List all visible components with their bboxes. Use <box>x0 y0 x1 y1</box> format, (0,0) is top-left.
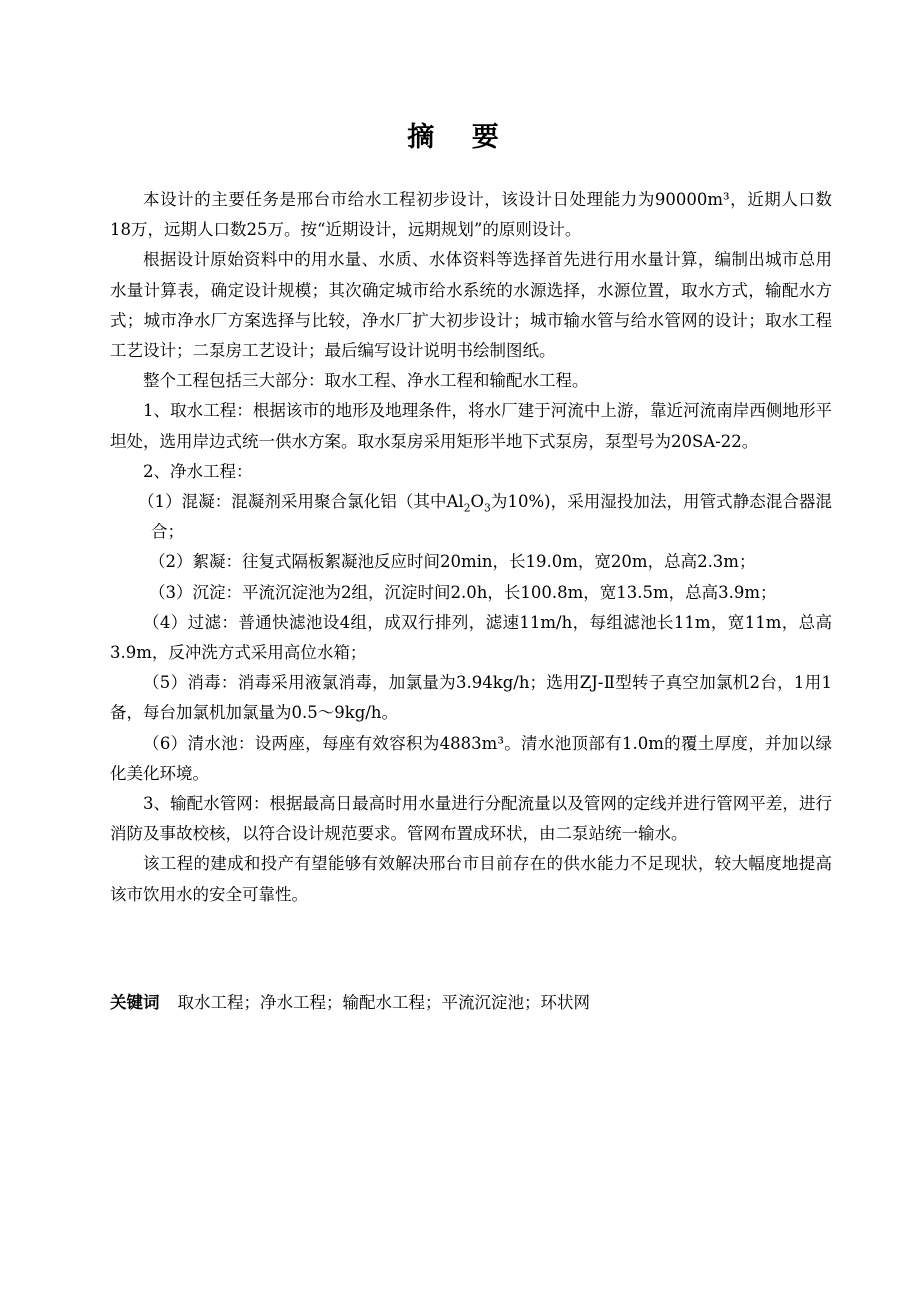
subscript-3: 3 <box>484 501 491 515</box>
subscript-2: 2 <box>463 501 471 515</box>
coagulation-text-b: O <box>470 492 485 512</box>
coagulation-text-a: （1）混凝：混凝剂采用聚合氯化铝（其中Al <box>138 492 464 512</box>
keywords-line <box>110 988 832 1018</box>
paragraph-treatment-heading: 2、净水工程： <box>143 461 253 481</box>
abstract-body <box>110 185 832 910</box>
paragraph-design-basis: 根据设计原始资料中的用水量、水质、水体资料等选择首先进行用水量计算，编制出城市总用水量计算表，确定设计规模；其次确定城市给水系统的水源选择，水源位置，取水方式，输配水方式；城市净水厂方案选择与比较，净水厂扩大初步设计；城市输水管与给水管网的设计；取水工程工艺设计；二泵房工艺设计；最后编写设计说明书绘制图纸。 <box>110 250 832 361</box>
page-title: 摘 要 <box>407 122 513 153</box>
paragraph-network: 3、输配水管网：根据最高日最高时用水量进行分配流量以及管网的定线并进行管网平差，进行消防及事故校核，以符合设计规范要求。管网布置成环状，由二泵站统一输水。 <box>110 794 832 844</box>
paragraph-task: 本设计的主要任务是邢台市给水工程初步设计，该设计日处理能力为90000m³，近期人口数18万，远期人口数25万。按“近期设计，远期规划”的原则设计。 <box>110 190 832 240</box>
item-flocculation: （2）絮凝：往复式隔板絮凝池反应时间20min，长19.0m，宽20m，总高2.3m； <box>149 552 756 572</box>
coagulation-text-c: 为10%)，采用湿投加法，用管式静态混合器混合； <box>151 492 832 542</box>
paragraph-overview: 整个工程包括三大部分：取水工程、净水工程和输配水工程。 <box>143 371 589 391</box>
item-coagulation <box>110 487 832 547</box>
keywords-text: 取水工程；净水工程；输配水工程；平流沉淀池；环状网 <box>177 993 590 1012</box>
item-filtration: （4）过滤：普通快滤池设4组，成双行排列，滤速11m/h，每组滤池长11m，宽11m，总高3.9m，反冲洗方式采用高位水箱； <box>110 612 832 663</box>
item-sedimentation: （3）沉淀：平流沉淀池为2组，沉淀时间2.0h，长100.8m，宽13.5m，总高3.9m； <box>149 582 777 602</box>
item-clearwell: （6）清水池：设两座，每座有效容积为4883m³。清水池顶部有1.0m的覆土厚度，并加以绿化美化环境。 <box>110 733 832 783</box>
keywords-label: 关键词 <box>110 993 160 1012</box>
item-disinfection: （5）消毒：消毒采用液氯消毒，加氯量为3.94kg/h；选用ZJ-Ⅱ型转子真空加氯机2台，1用1备，每台加氯机加氯量为0.5～9kg/h。 <box>110 673 832 723</box>
paragraph-conclusion: 该工程的建成和投产有望能够有效解决邢台市目前存在的供水能力不足现状，较大幅度地提高该市饮用水的安全可靠性。 <box>110 854 832 904</box>
paragraph-intake: 1、取水工程：根据该市的地形及地理条件，将水厂建于河流中上游，靠近河流南岸西侧地形平坦处，选用岸边式统一供水方案。取水泵房采用矩形半地下式泵房，泵型号为20SA-22。 <box>110 401 832 451</box>
